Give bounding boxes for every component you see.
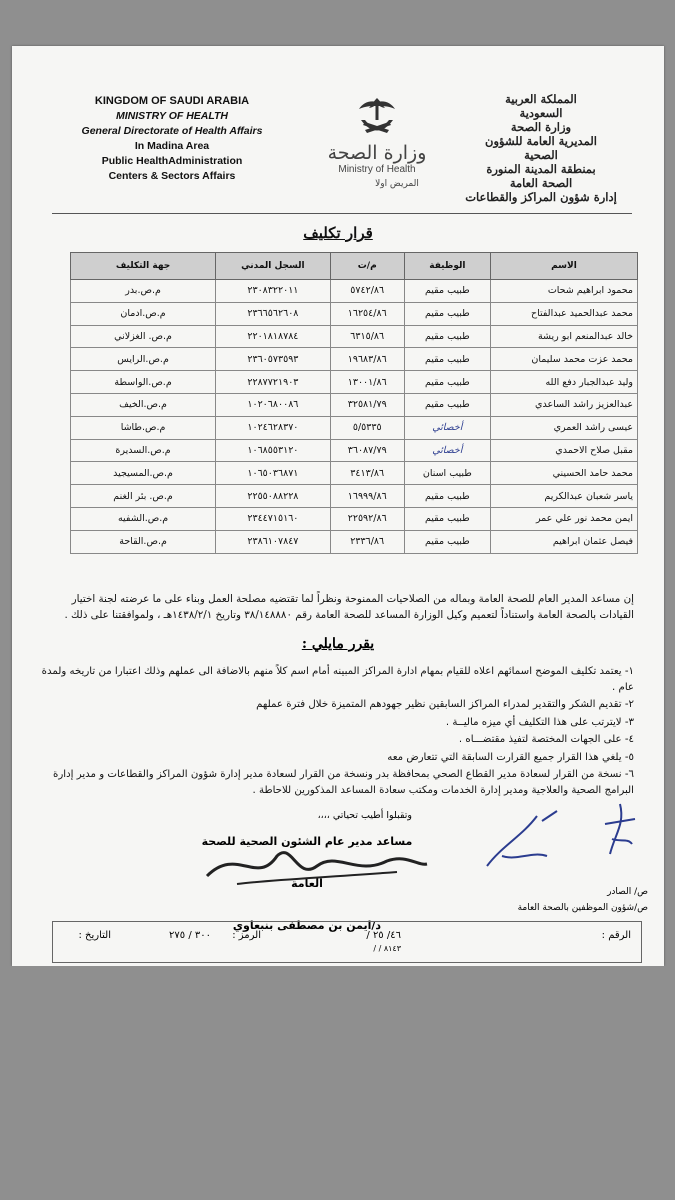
cell-assignment: م.ص.الرايس <box>71 348 216 371</box>
signer-name: د/ايمن بن مصطفى بنبعاوي <box>232 919 382 932</box>
cell-assignment: م.ص. بئر الغنم <box>71 485 216 508</box>
col-header-license: م/ت <box>330 253 404 280</box>
reference-box <box>52 921 642 963</box>
header-ar-line-7: الصحة العامة <box>509 176 573 190</box>
cell-assignment: م.ص.ادمان <box>71 302 216 325</box>
header-ar-line-1: المملكة العربية <box>505 92 577 106</box>
ref-number-value: ٤٦/ ٢٥ / <box>366 930 401 941</box>
cell-license: ٢٢٥٩٢/٨٦ <box>330 507 404 530</box>
decision-item-1: ١- يعتمد تكليف الموضح اسمائهم اعلاه للقيام بمهام ادارة المراكز المبينه أمام اسم كلاً منهم بالاضافة الى عملهم وذلك اعتبارا من تاريخه ولمدة عام . <box>41 666 634 693</box>
header-ar-line-3: وزارة الصحة <box>510 120 572 134</box>
margin-scribble-icon <box>600 794 640 864</box>
cell-license: ١٦٩٩٩/٨٦ <box>330 485 404 508</box>
table-row <box>71 416 638 439</box>
cell-license: ١٩٦٨٣/٨٦ <box>330 348 404 371</box>
table-row <box>71 348 638 371</box>
cell-job: طبيب اسنان <box>404 462 490 485</box>
decides-heading: يقرر مايلي : <box>301 636 375 652</box>
cell-civil-id: ٢٢٥٥٠٨٨٢٢٨ <box>216 485 331 508</box>
decision-item-5: ٥- يلغي هذا القرار جميع القرارت السابقة التي تتعارض معه <box>387 751 634 763</box>
col-header-job: الوظيفة <box>404 253 490 280</box>
cell-license: ٣٦٠٨٧/٧٩ <box>330 439 404 462</box>
header-ar-line-6: بمنطقة المدينة المنورة <box>486 162 596 176</box>
header-ar-line-8: إدارة شؤون المراكز والقطاعات <box>465 190 617 204</box>
document-title: قرار تكليف <box>303 224 373 242</box>
cell-name: عيسى راشد العمري <box>490 416 637 439</box>
cell-job: طبيب مقيم <box>404 302 490 325</box>
cell-assignment: م.ص.الخيف <box>71 393 216 416</box>
table-header-row <box>71 253 638 280</box>
signer-title: مساعد مدير عام الشئون الصحية للصحة العامة <box>201 835 413 890</box>
cell-job: طبيب مقيم <box>404 393 490 416</box>
cell-civil-id: ١٠٢٠٦٨٠٠٨٦ <box>216 393 331 416</box>
header-en-line-4: In Madina Area <box>134 140 210 152</box>
signature-scribble-icon <box>197 836 437 896</box>
cell-civil-id: ٢٣٦٠٥٧٣٥٩٣ <box>216 348 331 371</box>
table-row <box>71 507 638 530</box>
cell-job: طبيب مقيم <box>404 507 490 530</box>
initials-scribble-icon <box>482 806 572 876</box>
cell-license: ٢٣٣٦/٨٦ <box>330 530 404 553</box>
cell-job: طبيب مقيم <box>404 348 490 371</box>
cell-job: طبيب مقيم <box>404 325 490 348</box>
header-ar-line-5: الصحية <box>524 148 558 162</box>
cell-job: طبيب مقيم <box>404 280 490 303</box>
table-row <box>71 280 638 303</box>
cell-assignment: م.ص.المسيجيد <box>71 462 216 485</box>
document-page <box>12 46 664 966</box>
header-en-line-6: Centers & Sectors Affairs <box>108 170 236 182</box>
cell-name: مقبل صلاح الاحمدي <box>490 439 637 462</box>
table-row <box>71 485 638 508</box>
cell-job: طبيب مقيم <box>404 530 490 553</box>
logo-tagline: المريض اولا <box>375 179 419 189</box>
closing-greeting: وتقبلوا أطيب تحياتي ،،،، <box>317 810 412 821</box>
cell-name: فيصل عثمان ابراهيم <box>490 530 637 553</box>
cell-assignment: م.ص.بدر <box>71 280 216 303</box>
cell-job: أخصائي <box>404 439 490 462</box>
table-row <box>71 325 638 348</box>
table-row <box>71 393 638 416</box>
cell-name: ياسر شعبان عبدالكريم <box>490 485 637 508</box>
palm-logo-icon <box>347 94 407 142</box>
cell-name: عبدالعزيز راشد الساعدي <box>490 393 637 416</box>
decision-item-2: ٢- تقديم الشكر والتقدير لمدراء المراكز السابقين نظير جهودهم المتميزة خلال فترة عملهم <box>256 699 634 710</box>
cell-civil-id: ٢٣٦٦٥٦٢٦٠٨ <box>216 302 331 325</box>
copy-line-1: ص/ الصادر <box>607 887 648 897</box>
table-row <box>71 371 638 394</box>
cell-job: طبيب مقيم <box>404 371 490 394</box>
top-bar <box>0 0 675 44</box>
cell-civil-id: ٢٣٨٦١٠٧٨٤٧ <box>216 530 331 553</box>
cell-name: وليد عبدالجبار دفع الله <box>490 371 637 394</box>
col-header-assignment: جهة التكليف <box>71 253 216 280</box>
header-en-line-3: General Directorate of Health Affairs <box>81 125 263 137</box>
cell-civil-id: ١٠٢٤٦٢٨٣٧٠ <box>216 416 331 439</box>
ref-code-label: الرمز : <box>232 930 261 941</box>
cell-job: طبيب مقيم <box>404 485 490 508</box>
copy-line-2: ص/شؤون الموظفين بالصحة العامة <box>517 903 648 913</box>
table-row <box>71 439 638 462</box>
header-english <box>52 94 292 184</box>
decision-items <box>34 664 634 800</box>
cell-name: محمد حامد الحسيني <box>490 462 637 485</box>
assignment-table <box>70 252 638 554</box>
header-ar-line-4: المديرية العامة للشؤون <box>485 134 597 148</box>
cell-license: ٥/٥٣٣٥ <box>330 416 404 439</box>
cell-civil-id: ٢٢٠١٨١٨٧٨٤ <box>216 325 331 348</box>
header-arabic <box>436 92 646 204</box>
logo-english-name: Ministry of Health <box>338 164 416 175</box>
cell-name: خالد عبدالمنعم ابو ريشة <box>490 325 637 348</box>
ref-code-value: ٣٠٠ / ٢٧٥ <box>169 930 211 941</box>
cell-name: محمود ابراهيم شحات <box>490 280 637 303</box>
table-row <box>71 462 638 485</box>
cell-assignment: م.ص.الواسطة <box>71 371 216 394</box>
cell-civil-id: ٢٢٨٧٧٢١٩٠٣ <box>216 371 331 394</box>
ref-date-label: التاريخ : <box>78 930 111 941</box>
table-row <box>71 530 638 553</box>
cell-civil-id: ١٠٦٨٥٥٣١٢٠ <box>216 439 331 462</box>
header-en-line-1: KINGDOM OF SAUDI ARABIA <box>94 95 250 107</box>
ministry-logo <box>317 94 437 189</box>
cell-name: محمد عزت محمد سليمان <box>490 348 637 371</box>
cell-license: ٣٢٥٨١/٧٩ <box>330 393 404 416</box>
cell-assignment: م.ص.القاحة <box>71 530 216 553</box>
intro-paragraph: إن مساعد المدير العام للصحة العامة وبماله من الصلاحيات الممنوحة ونظراً لما تقتضيه مصلحة العمل وبناء على ما عرضته لجنة اختيار القيادات بالصحة العامة واستناداً لتعميم وكيل الوزارة المساعد للصحة العامة رقم ٣٨/١٤٨٨٨٠ وتاريخ ١٤٣٨/٢/١هـ ، ولموافقتنا على ذلك . <box>64 593 634 621</box>
cell-civil-id: ٢٣٠٨٣٢٢٠١١ <box>216 280 331 303</box>
cell-license: ٦٣١٥/٨٦ <box>330 325 404 348</box>
cell-name: محمد عبدالحميد عبدالفتاح <box>490 302 637 325</box>
table-body <box>71 280 638 554</box>
col-header-civil-id: السجل المدني <box>216 253 331 280</box>
cell-assignment: م.ص.طاشا <box>71 416 216 439</box>
col-header-name: الاسم <box>490 253 637 280</box>
cell-assignment: م.ص.الشفيه <box>71 507 216 530</box>
ref-number-label: الرقم : <box>601 930 631 941</box>
cell-license: ٣٤١٣/٨٦ <box>330 462 404 485</box>
header-en-line-5: Public HealthAdministration <box>101 155 243 167</box>
decision-item-4: ٤- على الجهات المختصة لتفيذ مقتضـــاه . <box>458 734 634 745</box>
header-en-line-2: MINISTRY OF HEALTH <box>115 110 228 122</box>
copies-list <box>408 884 648 916</box>
cell-license: ١٣٠٠١/٨٦ <box>330 371 404 394</box>
bottom-bar <box>0 966 675 1200</box>
cell-civil-id: ١٠٦٥٠٣٦٨٧١ <box>216 462 331 485</box>
cell-license: ٥٧٤٢/٨٦ <box>330 280 404 303</box>
cell-license: ١٦٢٥٤/٨٦ <box>330 302 404 325</box>
decision-item-3: ٣- لايترتب على هذا التكليف أي ميزه ماليــة . <box>445 716 634 728</box>
cell-assignment: م.ص.السديرة <box>71 439 216 462</box>
decision-item-6: ٦- نسخة من القرار لسعادة مدير القطاع الصحي بمحافظة بدر ونسخة من القرار لسعادة مدير إدارة شؤون المراكز والقطاعات و مدير إدارة البرامج الصحية والعلاجية ومدير إدارة الخدمات ومكتب سعادة المساعد المذكورين للاحاطة . <box>53 769 634 796</box>
cell-civil-id: ٢٣٤٤٧١٥١٦٠ <box>216 507 331 530</box>
cell-job: أخصائي <box>404 416 490 439</box>
cell-assignment: م.ص. الغزلاني <box>71 325 216 348</box>
header-ar-line-2: السعودية <box>519 106 563 120</box>
cell-name: ايمن محمد نور علي عمر <box>490 507 637 530</box>
ref-number-value-2: ٨١٤٣ / / <box>373 944 401 953</box>
table-row <box>71 302 638 325</box>
logo-arabic-name: وزارة الصحة <box>327 142 427 164</box>
header-divider <box>52 213 632 214</box>
